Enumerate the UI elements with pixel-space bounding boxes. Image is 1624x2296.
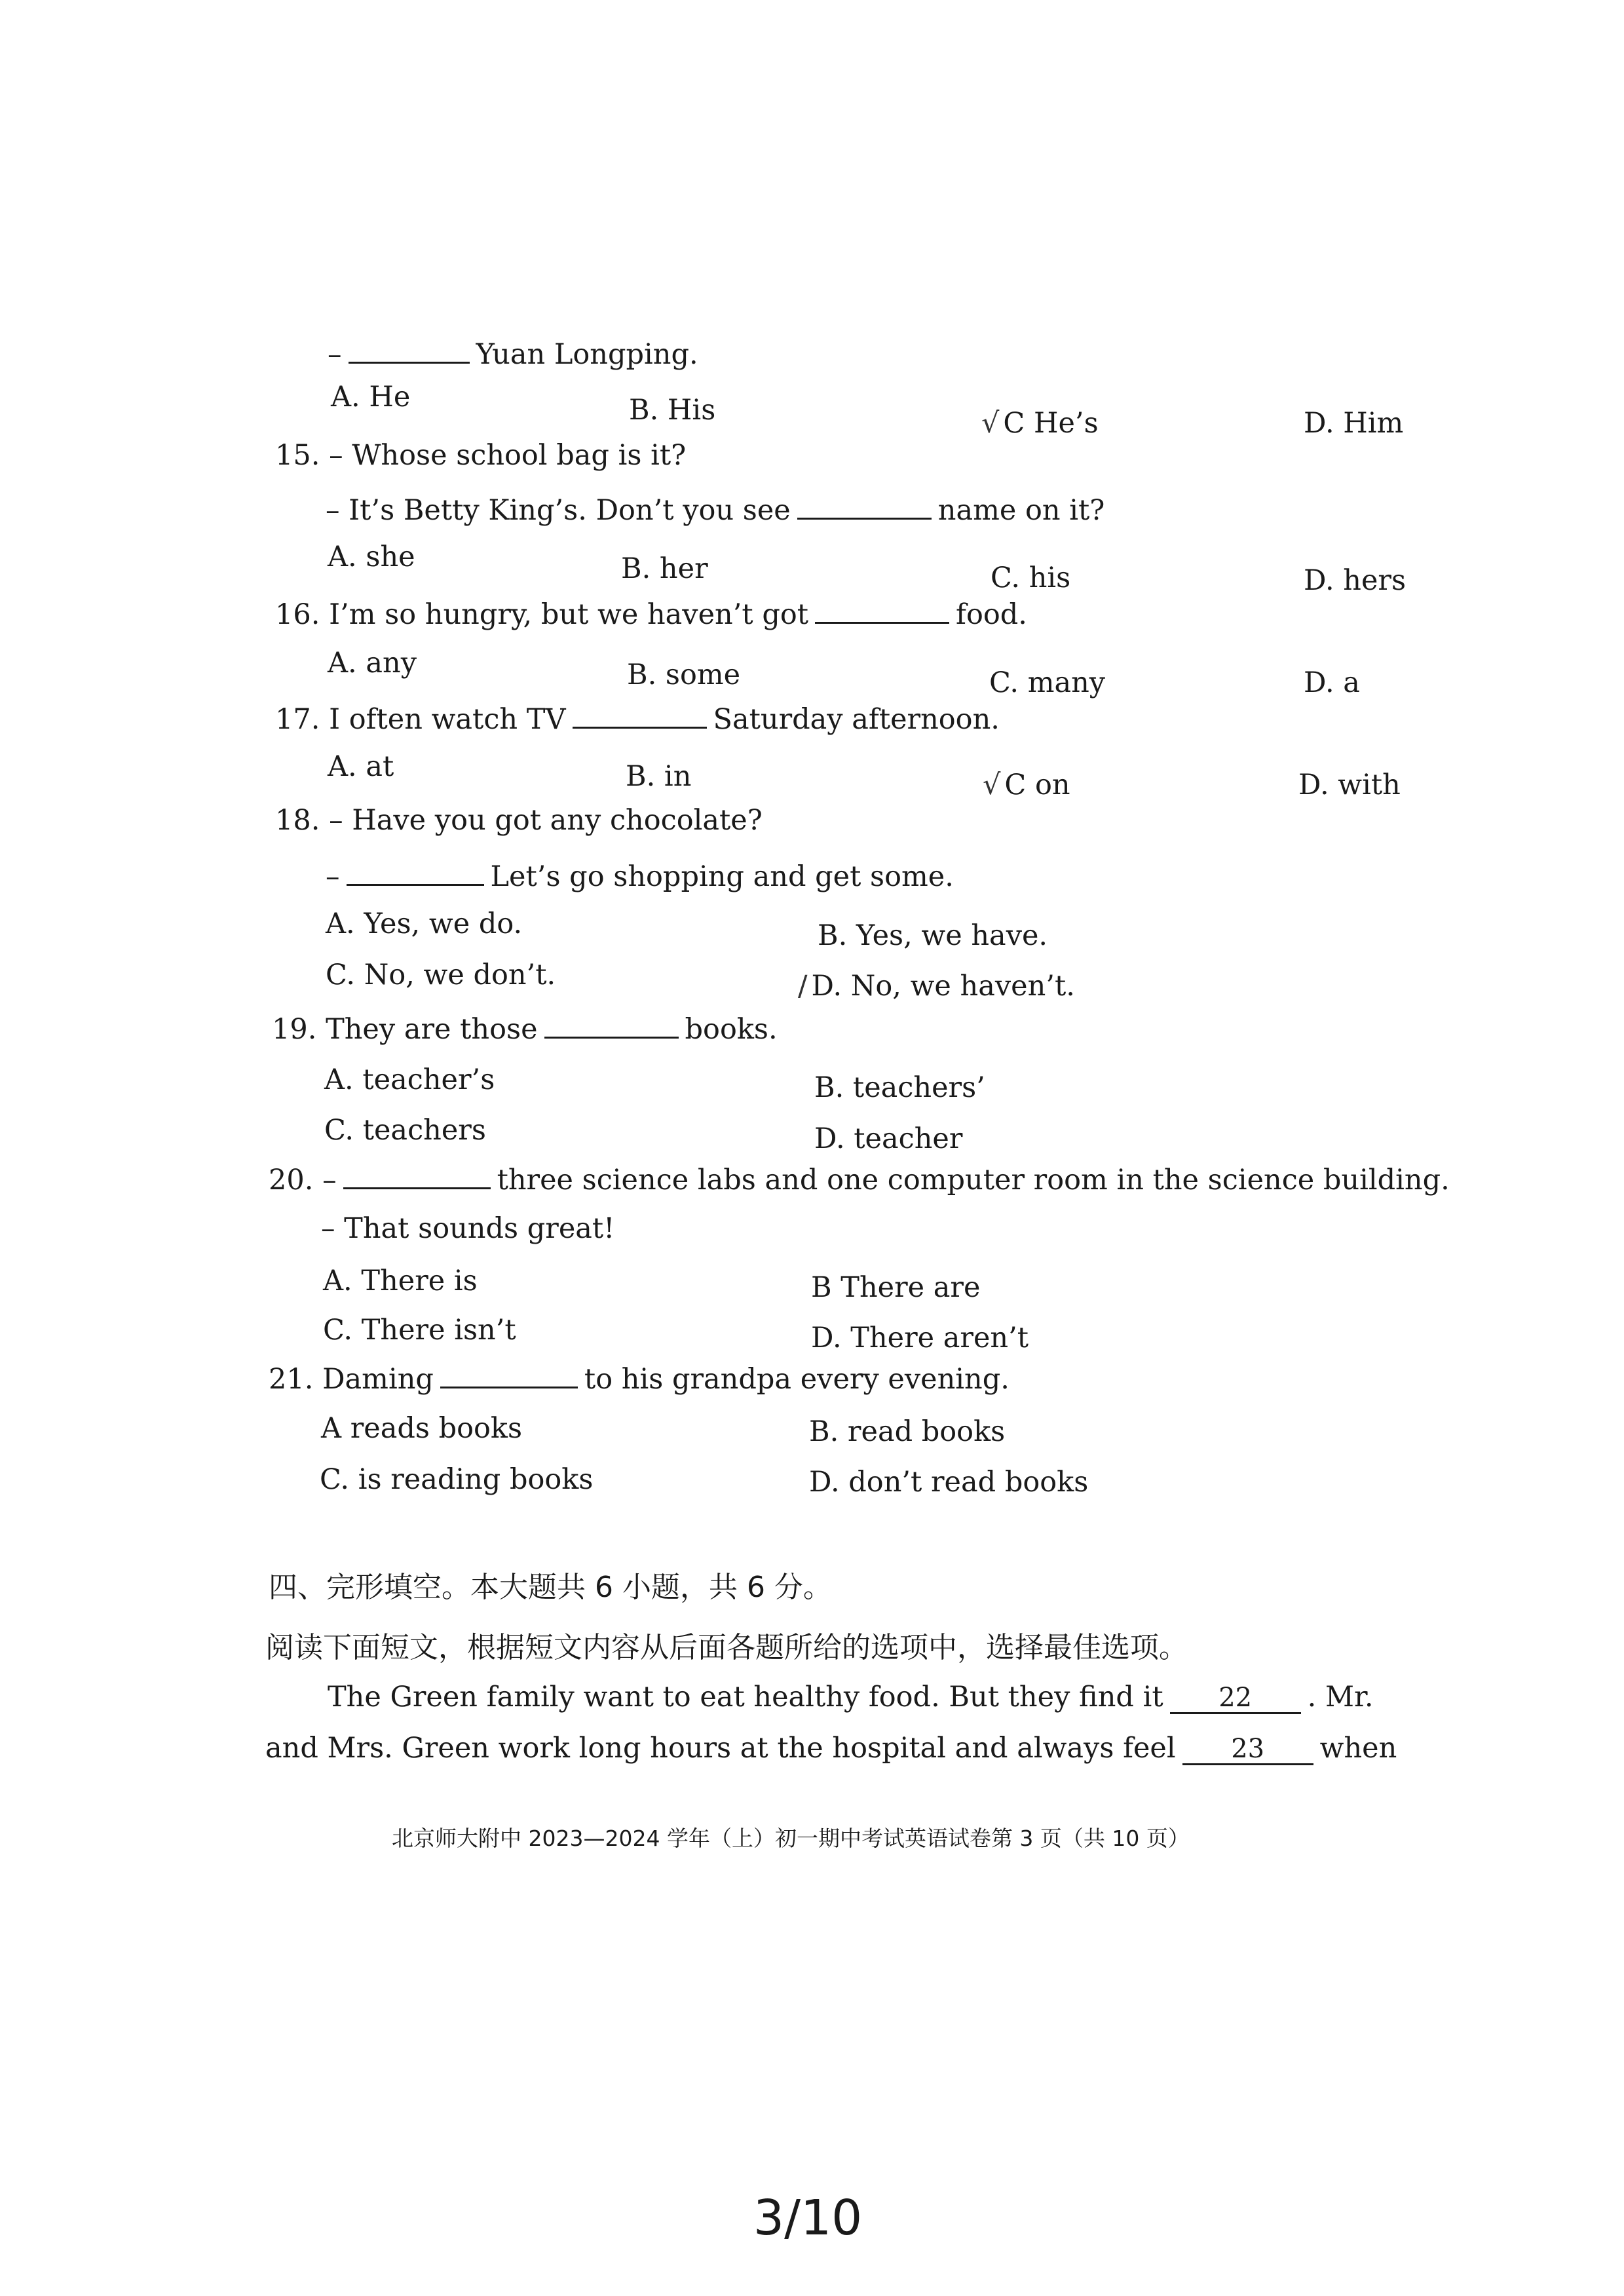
q15-number: 15. [275, 439, 320, 472]
q16-option-a: A. any [328, 647, 417, 679]
q15-option-d: D. hers [1304, 564, 1407, 597]
q18-option-b: B. Yes, we have. [818, 919, 1048, 952]
blank [343, 1158, 491, 1189]
q21-option-d: D. don’t read books [809, 1466, 1089, 1499]
check-mark-icon: √ [983, 769, 1001, 801]
q19-option-a: A. teacher’s [324, 1063, 495, 1096]
q17-option-c-text: C on [1004, 769, 1070, 801]
q21-line [269, 1358, 1010, 1399]
q16-pre: I’m so hungry, but we haven’t got [329, 598, 809, 631]
q19-post: books. [685, 1013, 778, 1046]
passage-text: The Green family want to eat healthy food. But they find it [328, 1681, 1163, 1713]
blank [797, 489, 932, 520]
q20-post: three science labs and one computer room in the science building. [497, 1164, 1450, 1196]
blank [440, 1358, 578, 1388]
blank [573, 698, 707, 729]
section4-instruction: 阅读下面短文，根据短文内容从后面各题所给的选项中，选择最佳选项。 [265, 1631, 1188, 1664]
blank [815, 593, 949, 624]
q14-option-a: A. He [331, 381, 411, 413]
check-mark-icon: √ [981, 407, 1000, 440]
q15-option-c: C. his [991, 562, 1071, 594]
page-footer: 北京师大附中 2023—2024 学年（上）初一期中考试英语试卷第 3 页（共 10 页） [392, 1826, 1190, 1851]
q18-number: 18. [275, 804, 320, 837]
q17-pre: I often watch TV [329, 703, 566, 736]
q21-option-a: A reads books [321, 1412, 523, 1445]
dash: – [322, 1164, 337, 1196]
q20-line1 [269, 1158, 1450, 1200]
q15-line2 [326, 489, 1105, 530]
q18-line2 [326, 855, 954, 896]
check-mark-icon: / [798, 970, 808, 1003]
q19-option-b: B. teachers’ [814, 1071, 985, 1104]
blank-23: 23 [1182, 1734, 1313, 1765]
q18-post: Let’s go shopping and get some. [490, 860, 954, 893]
q15-line1 [275, 436, 686, 475]
q17-option-a: A. at [328, 750, 394, 783]
q20-number: 20. [269, 1164, 314, 1196]
passage-text: and Mrs. Green work long hours at the hospital and always feel [265, 1732, 1176, 1765]
q14-answer-line [328, 333, 698, 374]
q19-option-c: C. teachers [324, 1114, 486, 1147]
q19-option-d: D. teacher [814, 1122, 963, 1155]
q18-line1 [275, 801, 763, 840]
q14-option-d: D. Him [1304, 407, 1404, 440]
dash: – [328, 338, 342, 371]
q14-text: Yuan Longping. [476, 338, 698, 371]
q17-post: Saturday afternoon. [713, 703, 1000, 736]
q19-number: 19. [272, 1013, 317, 1046]
q21-option-b: B. read books [809, 1415, 1006, 1448]
q21-pre: Daming [322, 1363, 434, 1396]
q14-option-c [981, 404, 1099, 443]
q19-pre: They are those [326, 1013, 538, 1046]
q14-option-c-text: C He’s [1003, 407, 1099, 440]
section4-passage-line2 [265, 1729, 1397, 1768]
q15-question: – Whose school bag is it? [329, 439, 687, 472]
q18-option-d-text: D. No, we haven’t. [811, 970, 1075, 1003]
q21-post: to his grandpa every evening. [584, 1363, 1010, 1396]
q16-option-d: D. a [1304, 666, 1360, 699]
q20-option-d: D. There aren’t [811, 1322, 1029, 1354]
blank [544, 1008, 679, 1039]
q18-option-d [798, 966, 1075, 1006]
q20-option-a: A. There is [323, 1265, 478, 1297]
passage-text: when [1319, 1732, 1397, 1765]
q15-option-b: B. her [621, 552, 708, 585]
q20-option-c: C. There isn’t [323, 1314, 516, 1347]
blank-22: 22 [1170, 1683, 1301, 1714]
q17-option-b: B. in [626, 760, 692, 793]
q20-option-b: B There are [811, 1271, 981, 1304]
blank [349, 333, 470, 364]
q16-number: 16. [275, 598, 320, 631]
page-indicator: 3/10 [753, 2190, 863, 2246]
passage-text: . Mr. [1307, 1681, 1374, 1713]
q21-number: 21. [269, 1363, 314, 1396]
q16-post: food. [956, 598, 1027, 631]
q15-post: name on it? [937, 494, 1105, 527]
q17-option-d: D. with [1298, 769, 1401, 801]
q17-number: 17. [275, 703, 320, 736]
section4-passage-line1 [328, 1677, 1374, 1717]
q19-line [272, 1008, 778, 1049]
dash: – [326, 860, 340, 893]
q17-line [275, 698, 1000, 739]
q18-option-a: A. Yes, we do. [326, 908, 523, 940]
q16-line [275, 593, 1027, 634]
q14-option-b: B. His [629, 394, 716, 427]
q21-option-c: C. is reading books [320, 1463, 594, 1496]
q16-option-c: C. many [989, 666, 1106, 699]
q16-option-b: B. some [627, 659, 741, 691]
q17-option-c [983, 765, 1070, 805]
q18-option-c: C. No, we don’t. [326, 959, 556, 991]
section4-heading: 四、完形填空。本大题共 6 小题，共 6 分。 [269, 1571, 832, 1604]
q20-line2: – That sounds great! [321, 1212, 615, 1245]
q15-option-a: A. she [328, 541, 415, 573]
q15-pre: – It’s Betty King’s. Don’t you see [326, 494, 791, 527]
blank [347, 855, 484, 886]
q18-question: – Have you got any chocolate? [329, 804, 763, 837]
